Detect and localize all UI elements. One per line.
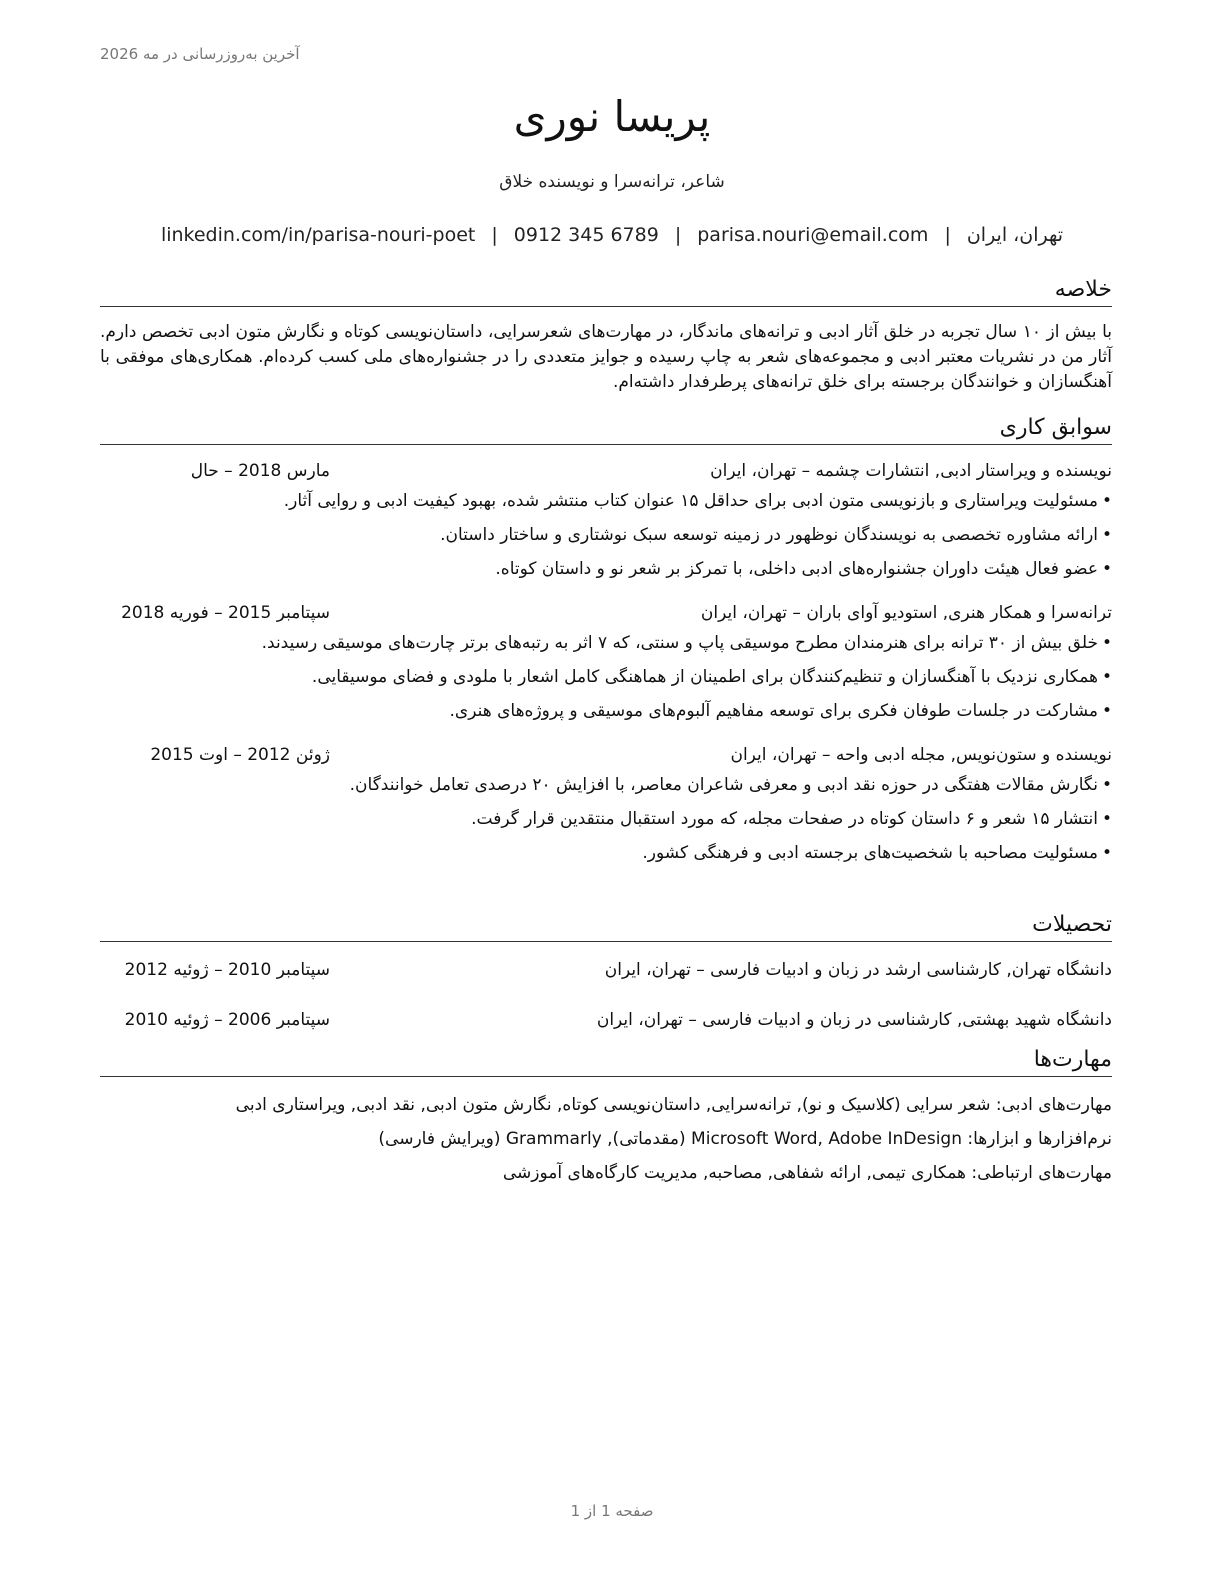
contact-separator: | xyxy=(944,224,951,246)
section-title: مهارت‌ها xyxy=(100,1046,1112,1077)
education-dates: سپتامبر 2010 – ژوئیه 2012 xyxy=(124,960,330,980)
contact-location: تهران، ایران xyxy=(966,224,1064,246)
last-updated-note: آخرین به‌روزرسانی در مه 2026 xyxy=(100,45,300,63)
skill-line: مهارت‌های ادبی: شعر سرایی (کلاسیک و نو), ترانه‌سرایی, داستان‌نویسی کوتاه, نگارش متون ادبی, نقد ادبی, ویراستاری ادبی xyxy=(235,1095,1112,1115)
job-role: ترانه‌سرا و همکار هنری, استودیو آوای باران – تهران، ایران xyxy=(700,603,1112,623)
skill-line: مهارت‌های ارتباطی: همکاری تیمی, ارائه شفاهی, مصاحبه, مدیریت کارگاه‌های آموزشی xyxy=(502,1163,1112,1183)
education-entry xyxy=(100,1008,1112,1032)
job-entry xyxy=(100,601,1112,723)
job-role: نویسنده و ستون‌نویس, مجله ادبی واحه – تهران، ایران xyxy=(730,745,1112,765)
skills-section xyxy=(100,1046,1112,1195)
education-section xyxy=(100,911,1112,1032)
summary-section xyxy=(100,276,1112,395)
list-item: • مسئولیت مصاحبه با شخصیت‌های برجسته ادبی و فرهنگی کشور. xyxy=(642,843,1112,863)
list-item: • عضو فعال هیئت داوران جشنواره‌های ادبی داخلی، با تمرکز بر شعر نو و داستان کوتاه. xyxy=(495,559,1112,579)
list-item: • ارائه مشاوره تخصصی به نویسندگان نوظهور در زمینه توسعه سبک نوشتاری و ساختار داستان. xyxy=(440,525,1112,545)
education-school: دانشگاه تهران, کارشناسی ارشد در زبان و ادبیات فارسی – تهران، ایران xyxy=(604,960,1112,980)
contact-line xyxy=(0,224,1224,246)
list-item: • خلق بیش از ۳۰ ترانه برای هنرمندان مطرح موسیقی پاپ و سنتی، که ۷ اثر به رتبه‌های برتر چارت‌های موسیقی رسیدند. xyxy=(261,633,1112,653)
job-bullets xyxy=(100,631,1112,723)
skill-line: نرم‌افزارها و ابزارها: Microsoft Word, Adobe InDesign (مقدماتی), Grammarly (ویرایش فارسی) xyxy=(378,1129,1112,1149)
job-entry xyxy=(100,743,1112,865)
list-item: • مشارکت در جلسات طوفان فکری برای توسعه مفاهیم آلبوم‌های موسیقی و پروژه‌های هنری. xyxy=(449,701,1112,721)
education-entry xyxy=(100,958,1112,982)
job-bullets xyxy=(100,489,1112,581)
job-role: نویسنده و ویراستار ادبی, انتشارات چشمه – تهران، ایران xyxy=(710,461,1112,481)
contact-phone[interactable]: 0912 345 6789 xyxy=(513,224,659,246)
candidate-tagline: شاعر، ترانه‌سرا و نویسنده خلاق xyxy=(499,172,725,192)
list-item: • همکاری نزدیک با آهنگسازان و تنظیم‌کنندگان برای اطمینان از هماهنگی کامل اشعار با ملودی و فضای موسیقایی. xyxy=(311,667,1112,687)
list-item: • نگارش مقالات هفتگی در حوزه نقد ادبی و معرفی شاعران معاصر، با افزایش ۲۰ درصدی تعامل خوانندگان. xyxy=(349,775,1112,795)
section-title: خلاصه xyxy=(100,276,1112,307)
contact-separator: | xyxy=(491,224,498,246)
job-dates: ژوئن 2012 – اوت 2015 xyxy=(150,745,330,765)
contact-email[interactable]: parisa.nouri@email.com xyxy=(697,224,929,246)
section-title: تحصیلات xyxy=(100,911,1112,942)
candidate-name: پریسا نوری xyxy=(513,92,711,141)
job-bullets xyxy=(100,773,1112,865)
page-number: صفحه 1 از 1 xyxy=(570,1502,654,1520)
job-dates: مارس 2018 – حال xyxy=(190,461,330,481)
contact-linkedin[interactable]: linkedin.com/in/parisa-nouri-poet xyxy=(160,224,476,246)
education-school: دانشگاه شهید بهشتی, کارشناسی در زبان و ادبیات فارسی – تهران، ایران xyxy=(596,1010,1112,1030)
education-dates: سپتامبر 2006 – ژوئیه 2010 xyxy=(124,1010,330,1030)
experience-section xyxy=(100,414,1112,875)
contact-separator: | xyxy=(674,224,682,246)
section-title: سوابق کاری xyxy=(100,414,1112,445)
summary-text: با بیش از ۱۰ سال تجربه در خلق آثار ادبی و ترانه‌های ماندگار، در مهارت‌های شعرسرایی، داستان‌نویسی کوتاه و نگارش متون ادبی تخصص دارم. آثار من در نشریات معتبر ادبی و مجموعه‌های شعر به چاپ رسیده و جوایز متعددی را در جشنواره‌های ملی کسب کرده‌ام. همکاری‌های موفقی با آهنگسازان و خوانندگان برجسته برای خلق ترانه‌های پرطرفدار داشته‌ام. xyxy=(100,322,1112,392)
job-dates: سپتامبر 2015 – فوریه 2018 xyxy=(121,603,330,623)
list-item: • انتشار ۱۵ شعر و ۶ داستان کوتاه در صفحات مجله، که مورد استقبال منتقدین قرار گرفت. xyxy=(471,809,1112,829)
job-entry xyxy=(100,459,1112,581)
list-item: • مسئولیت ویراستاری و بازنویسی متون ادبی برای حداقل ۱۵ عنوان کتاب منتشر شده، بهبود کیفیت ادبی و روایی آثار. xyxy=(283,491,1112,511)
